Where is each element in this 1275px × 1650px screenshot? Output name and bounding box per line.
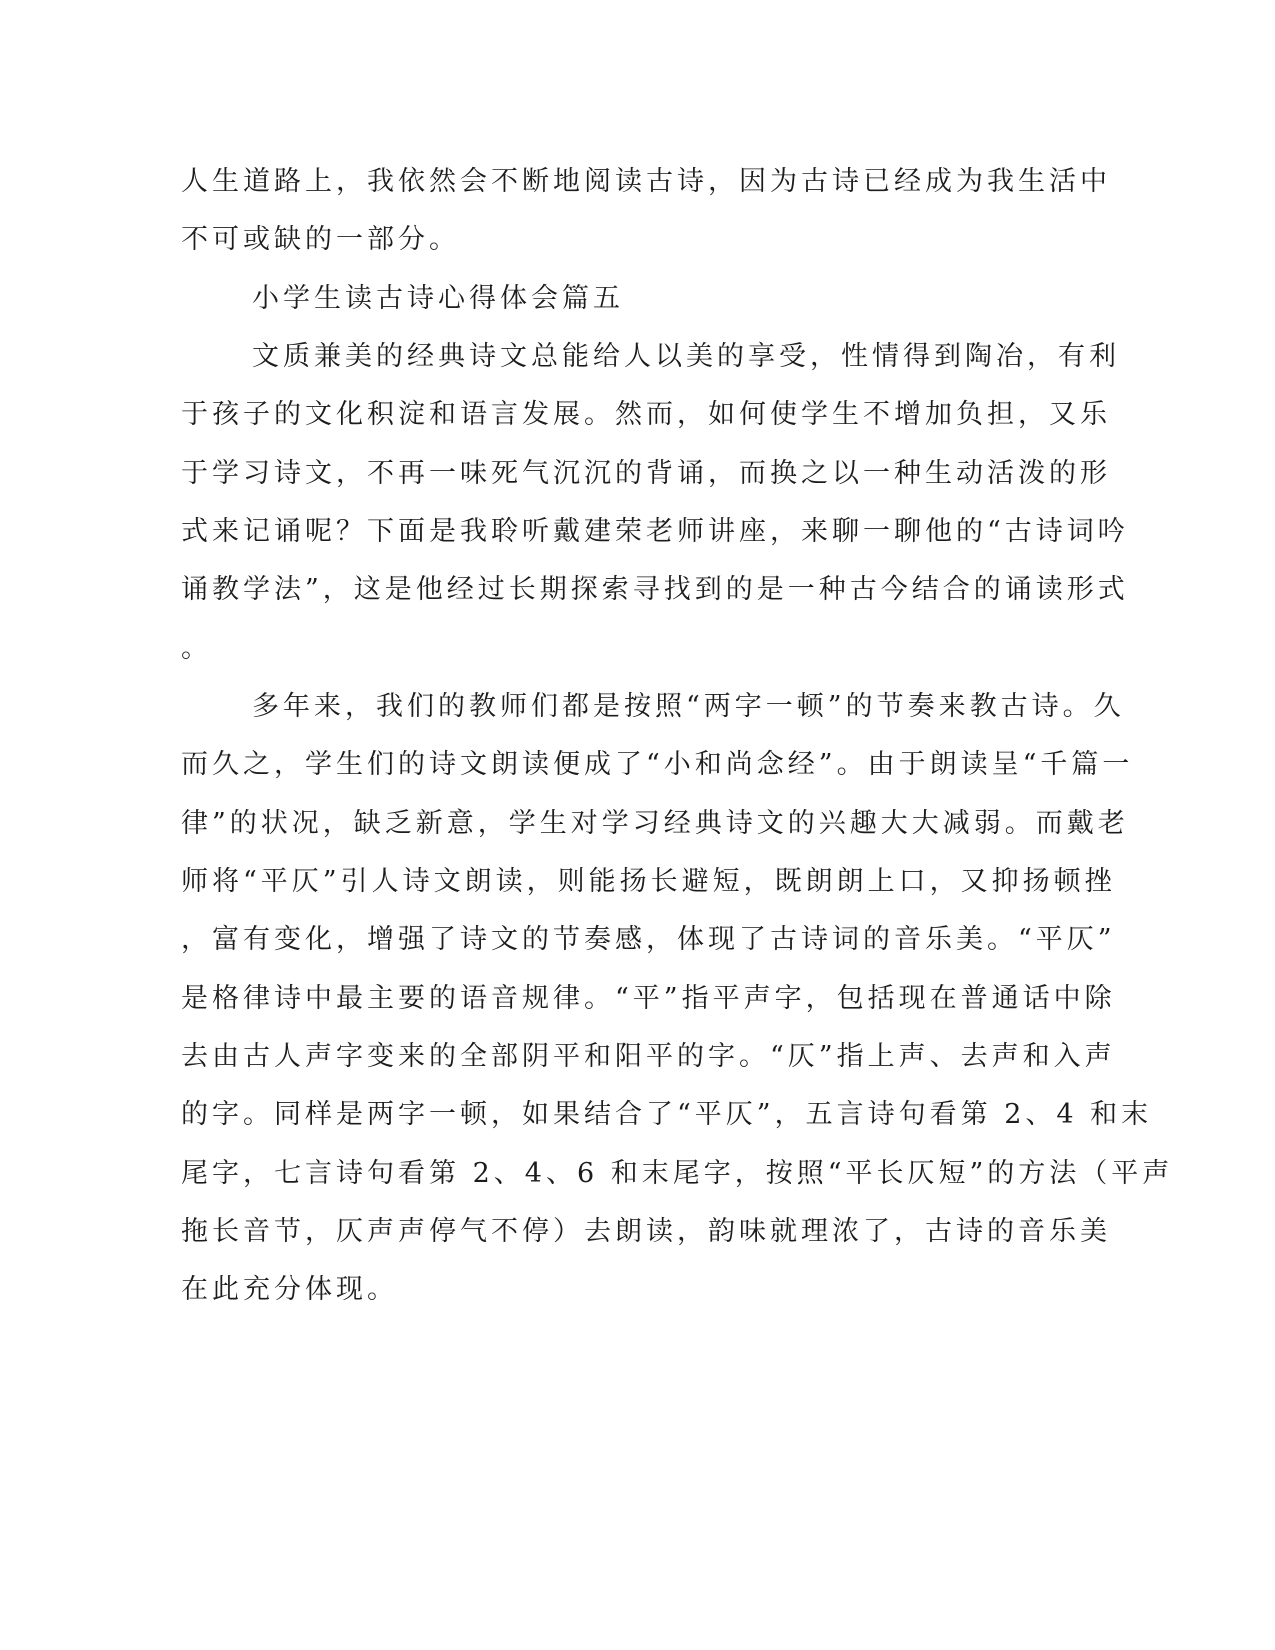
section-heading: 小学生读古诗心得体会篇五 (252, 283, 624, 314)
text-line: 文质兼美的经典诗文总能给人以美的享受，性情得到陶冶，有利 (252, 341, 1120, 372)
text-line: 于孩子的文化积淀和语言发展。然而，如何使学生不增加负担，又乐 (181, 399, 1111, 430)
text-line: 。 (181, 633, 212, 664)
text-line: 在此充分体现。 (181, 1274, 398, 1305)
text-line: 拖长音节，仄声声停气不停）去朗读，韵味就理浓了，古诗的音乐美 (181, 1216, 1111, 1247)
text-line: 多年来，我们的教师们都是按照“两字一顿”的节奏来教古诗。久 (252, 691, 1125, 722)
text-line: 尾字，七言诗句看第 2、4、6 和末尾字，按照“平长仄短”的方法（平声 (181, 1158, 1174, 1189)
text-line: 人生道路上，我依然会不断地阅读古诗，因为古诗已经成为我生活中 (181, 166, 1111, 197)
text-line: 式来记诵呢？下面是我聆听戴建荣老师讲座，来聊一聊他的“古诗词吟 (181, 516, 1129, 547)
text-line: ，富有变化，增强了诗文的节奏感，体现了古诗词的音乐美。“平仄” (181, 924, 1116, 955)
text-line: 师将“平仄”引人诗文朗读，则能扬长避短，既朗朗上口，又抑扬顿挫 (181, 866, 1116, 897)
text-line: 去由古人声字变来的全部阴平和阳平的字。“仄”指上声、去声和入声 (181, 1041, 1116, 1072)
text-line: 不可或缺的一部分。 (181, 224, 460, 255)
text-line: 是格律诗中最主要的语音规律。“平”指平声字，包括现在普通话中除 (181, 983, 1116, 1014)
text-line: 律”的状况，缺乏新意，学生对学习经典诗文的兴趣大大减弱。而戴老 (181, 808, 1129, 839)
text-line: 于学习诗文，不再一味死气沉沉的背诵，而换之以一种生动活泼的形 (181, 458, 1111, 489)
text-line: 而久之，学生们的诗文朗读便成了“小和尚念经”。由于朗读呈“千篇一 (181, 749, 1134, 780)
text-line: 诵教学法”，这是他经过长期探索寻找到的是一种古今结合的诵读形式 (181, 574, 1129, 605)
text-line: 的字。同样是两字一顿，如果结合了“平仄”，五言诗句看第 2、4 和末 (181, 1099, 1153, 1130)
